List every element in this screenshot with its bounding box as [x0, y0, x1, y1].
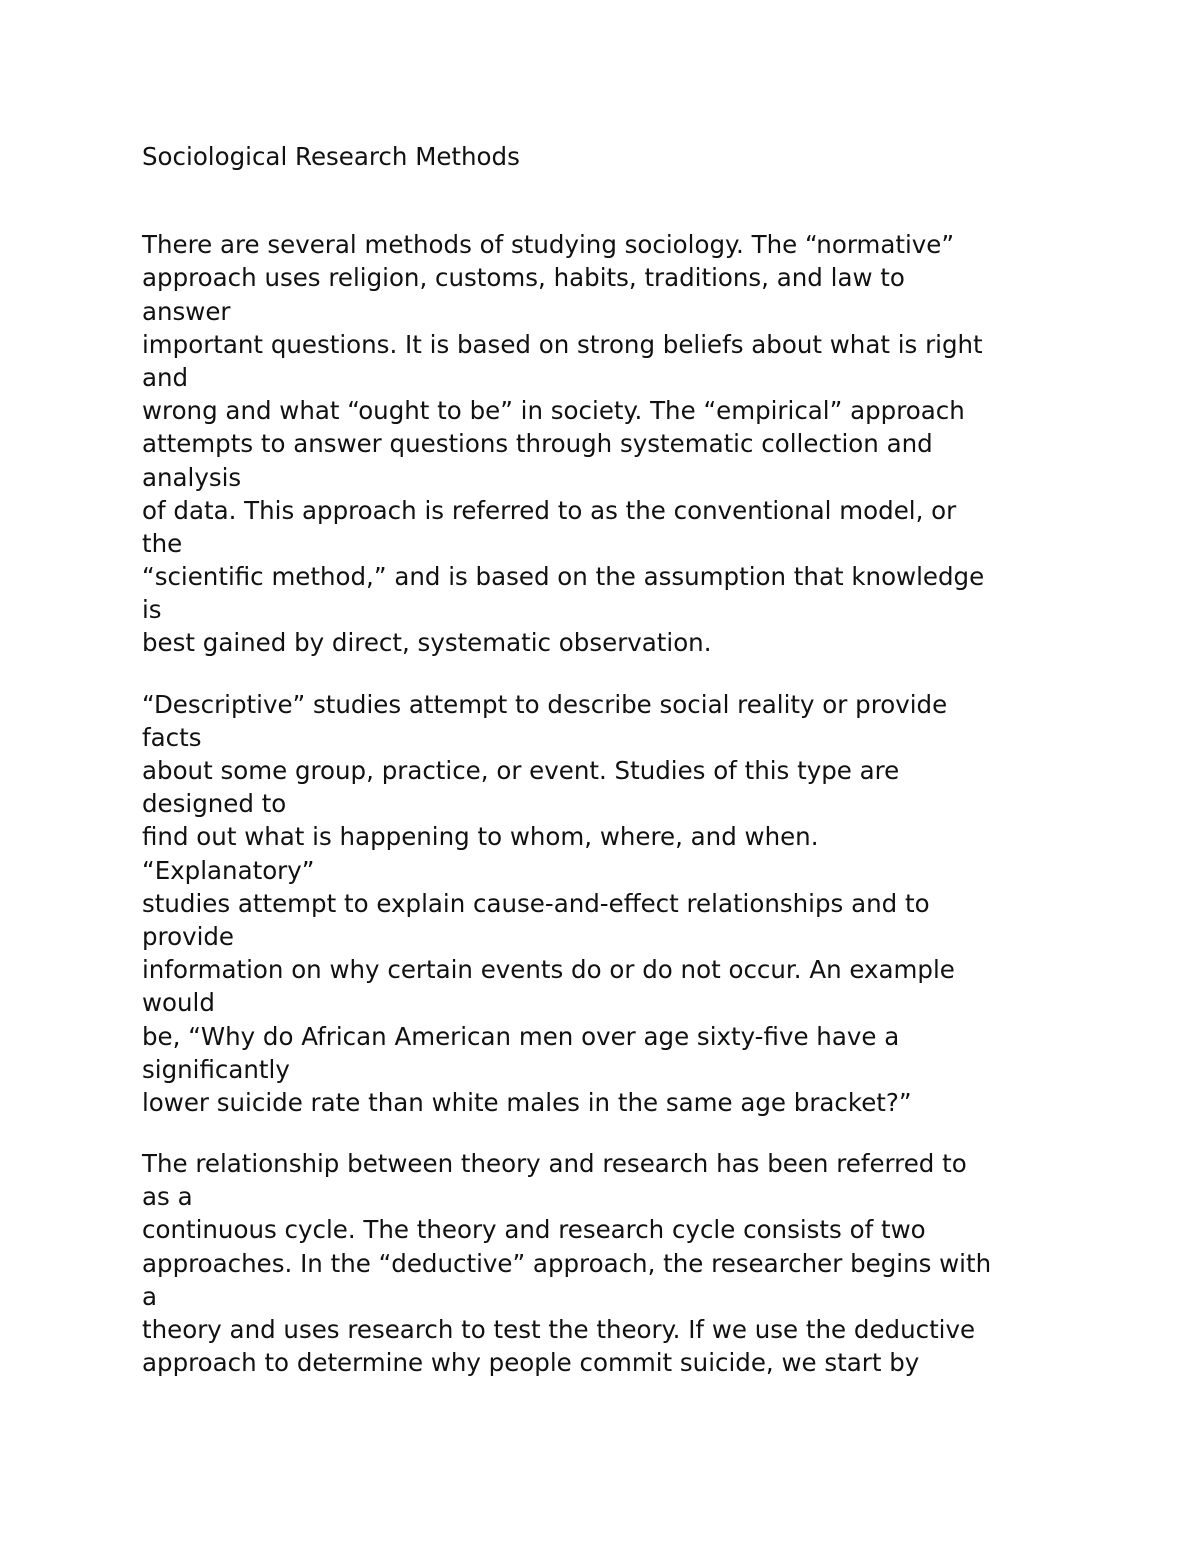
- text-line: facts: [142, 722, 202, 752]
- text-line: The relationship between theory and research has been referred to: [142, 1149, 967, 1179]
- text-line: wrong and what “ought to be” in society. The “empirical” approach: [142, 396, 965, 426]
- text-line: There are several methods of studying sociology. The “normative”: [142, 230, 955, 260]
- text-line: “scientific method,” and is based on the assumption that knowledge: [142, 562, 985, 592]
- text-line: approaches. In the “deductive” approach, the researcher begins with: [142, 1248, 992, 1278]
- paragraph-spacer: [142, 1119, 1102, 1147]
- text-line: the: [142, 528, 183, 558]
- text-line: lower suicide rate than white males in the same age bracket?”: [142, 1087, 912, 1117]
- text-line: about some group, practice, or event. Studies of this type are: [142, 756, 900, 785]
- text-line: “Descriptive” studies attempt to describe social reality or provide: [142, 689, 948, 719]
- text-line: best gained by direct, systematic observation.: [142, 628, 712, 658]
- text-line: important questions. It is based on strong beliefs about what is right: [142, 329, 983, 359]
- paragraph-list: [142, 228, 1102, 1379]
- paragraph: [142, 688, 1102, 1119]
- text-line: information on why certain events do or do not occur. An example: [142, 955, 955, 985]
- text-line: designed to: [142, 789, 287, 819]
- paragraph-spacer: [142, 660, 1102, 688]
- text-line: answer: [142, 296, 231, 326]
- paragraph: [142, 228, 1102, 659]
- text-line: is: [142, 595, 162, 625]
- text-line: “Explanatory”: [142, 855, 315, 885]
- text-line: theory and uses research to test the theory. If we use the deductive: [142, 1315, 976, 1344]
- text-line: continuous cycle. The theory and research cycle consists of two: [142, 1215, 926, 1245]
- text-line: a: [142, 1281, 158, 1311]
- text-line: provide: [142, 921, 235, 951]
- text-line: significantly: [142, 1054, 290, 1084]
- text-line: analysis: [142, 462, 242, 492]
- text-line: approach uses religion, customs, habits, traditions, and law to: [142, 263, 905, 293]
- text-line: attempts to answer questions through systematic collection and: [142, 429, 933, 459]
- text-line: of data. This approach is referred to as the conventional model, or: [142, 495, 957, 525]
- text-line: as a: [142, 1182, 193, 1212]
- text-line: find out what is happening to whom, where, and when.: [142, 822, 819, 852]
- text-line: approach to determine why people commit suicide, we start by: [142, 1348, 920, 1378]
- text-line: would: [142, 988, 215, 1018]
- paragraph: [142, 1147, 1102, 1379]
- text-line: be, “Why do African American men over age sixty-five have a: [142, 1021, 900, 1051]
- document-title: Sociological Research Methods: [142, 142, 520, 171]
- document-body: [142, 140, 1102, 1379]
- text-line: and: [142, 362, 189, 392]
- text-line: studies attempt to explain cause-and-effect relationships and to: [142, 888, 930, 918]
